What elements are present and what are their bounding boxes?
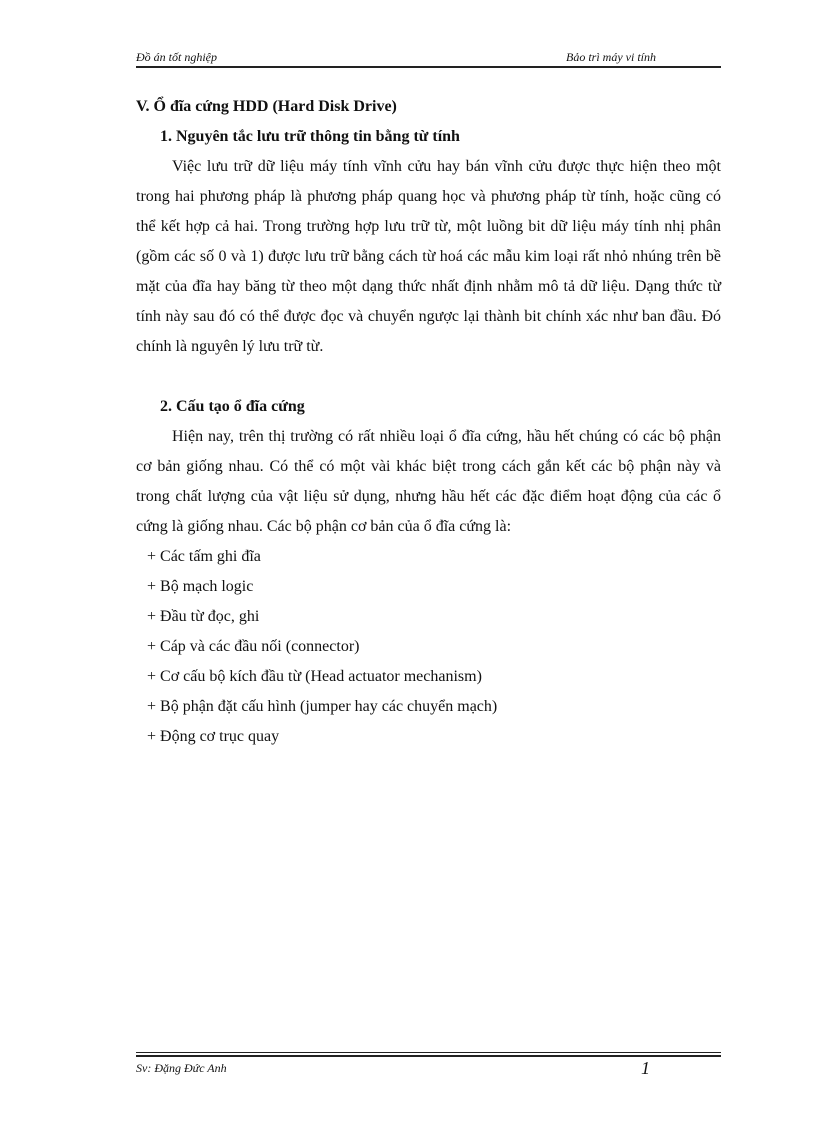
subsection-1-paragraph: Việc lưu trữ dữ liệu máy tính vĩnh cửu hay bán vĩnh cửu được thực hiện theo một trong hai phương pháp là phương pháp quang học và phương pháp từ tính, hoặc cũng có thể kết hợp cả hai. Trong trường hợp lưu trữ từ, một luồng bit dữ liệu máy tính nhị phân (gồm các số 0 và 1) được lưu trữ bằng cách từ hoá các mẫu kim loại rất nhỏ nhúng trên bề mặt của đĩa hay băng từ theo một dạng thức nhất định nhằm mô tả dữ liệu. Dạng thức từ tính này sau đó có thể được đọc và chuyển ngược lại thành bit chính xác như ban đầu. Đó chính là nguyên lý lưu trữ từ. — [136, 158, 721, 355]
section-title: V. Ổ đĩa cứng HDD (Hard Disk Drive) — [136, 98, 397, 115]
list-item: + Đầu từ đọc, ghi — [147, 608, 260, 625]
page-footer — [136, 1058, 721, 1078]
list-item: + Cáp và các đầu nối (connector) — [147, 638, 360, 655]
subsection-2-title: 2. Cấu tạo ổ đĩa cứng — [160, 398, 305, 415]
list-item: + Bộ phận đặt cấu hình (jumper hay các chuyển mạch) — [147, 698, 498, 715]
components-list — [136, 542, 721, 752]
page-number: 1 — [641, 1058, 650, 1078]
document-body — [136, 92, 721, 752]
page-header — [136, 49, 721, 65]
list-item: + Cơ cấu bộ kích đầu từ (Head actuator mechanism) — [147, 668, 482, 685]
footer-divider-thick — [136, 1055, 721, 1057]
footer-divider-thin — [136, 1052, 721, 1053]
footer-author: Sv: Đặng Đức Anh — [136, 1061, 227, 1075]
subsection-2-paragraph: Hiện nay, trên thị trường có rất nhiều loại ổ đĩa cứng, hầu hết chúng có các bộ phận cơ bản giống nhau. Có thể có một vài khác biệt trong cách gắn kết các bộ phận này và trong chất lượng của vật liệu sử dụng, nhưng hầu hết các đặc điểm hoạt động của các ổ cứng là giống nhau. Các bộ phận cơ bản của ổ đĩa cứng là: — [136, 428, 721, 535]
header-divider — [136, 66, 721, 68]
header-right-text: Bảo trì máy vi tính — [566, 50, 656, 64]
list-item: + Bộ mạch logic — [147, 578, 254, 595]
header-left-text: Đồ án tốt nghiệp — [136, 50, 217, 64]
list-item: + Các tấm ghi đĩa — [147, 548, 261, 565]
paragraph-spacer — [136, 362, 721, 392]
subsection-1-title: 1. Nguyên tắc lưu trữ thông tin bằng từ tính — [160, 128, 460, 145]
list-item: + Động cơ trục quay — [147, 728, 280, 745]
